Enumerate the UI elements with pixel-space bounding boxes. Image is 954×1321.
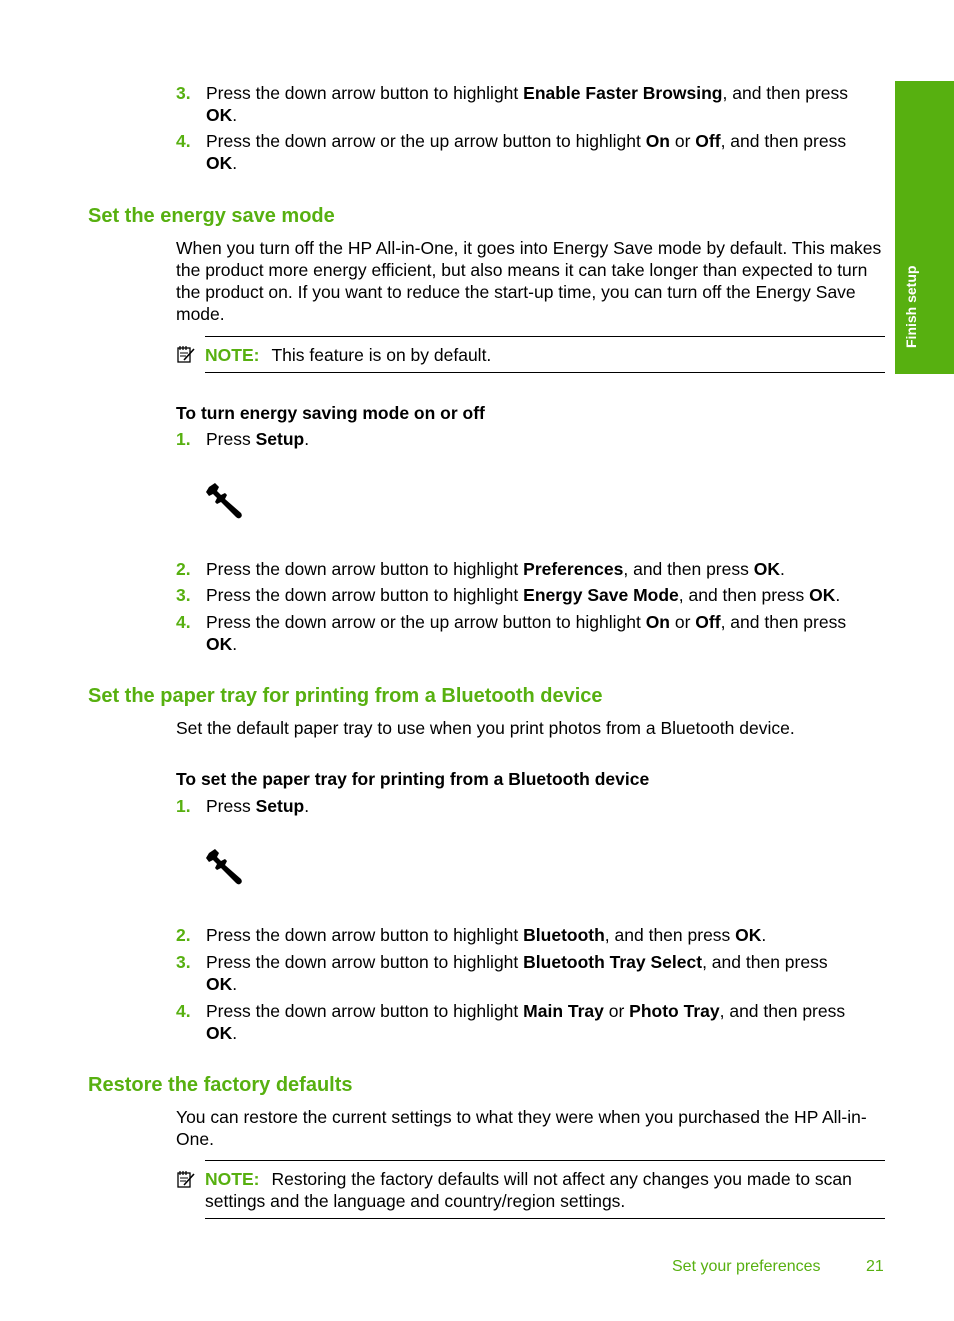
note-icon: [176, 1169, 196, 1189]
wrench-icon: [205, 847, 245, 887]
note-icon: [176, 344, 196, 364]
side-tab-label: Finish setup: [903, 265, 919, 348]
procedure-heading: To turn energy saving mode on or off: [176, 403, 485, 423]
page-number: 21: [866, 1258, 884, 1275]
section-heading: Set the paper tray for printing from a Bluetooth device: [88, 685, 603, 707]
divider: [205, 1218, 885, 1219]
divider: [205, 372, 885, 373]
section-heading: Restore the factory defaults: [88, 1074, 353, 1096]
footer-section-title: Set your preferences: [672, 1258, 821, 1275]
divider: [205, 336, 885, 337]
divider: [205, 1160, 885, 1161]
paragraph: You can restore the current settings to what they were when you purchased the HP All-in-One.: [176, 1107, 867, 1149]
note: NOTE: This feature is on by default.: [205, 345, 492, 365]
paragraph: Set the default paper tray to use when you print photos from a Bluetooth device.: [176, 718, 795, 738]
note: NOTE: Restoring the factory defaults will not affect any changes you made to scan settings and the language and country/region settings.: [205, 1169, 852, 1211]
side-tab: [895, 81, 954, 374]
procedure-heading: To set the paper tray for printing from a Bluetooth device: [176, 769, 650, 789]
paragraph: When you turn off the HP All-in-One, it goes into Energy Save mode by default. This makes the product more energy efficient, but also means it can take longer than expected to turn the product on. If you want to reduce the start-up time, you can turn off the Energy Save mode.: [176, 238, 882, 324]
section-heading: Set the energy save mode: [88, 205, 335, 227]
wrench-icon: [205, 481, 245, 521]
